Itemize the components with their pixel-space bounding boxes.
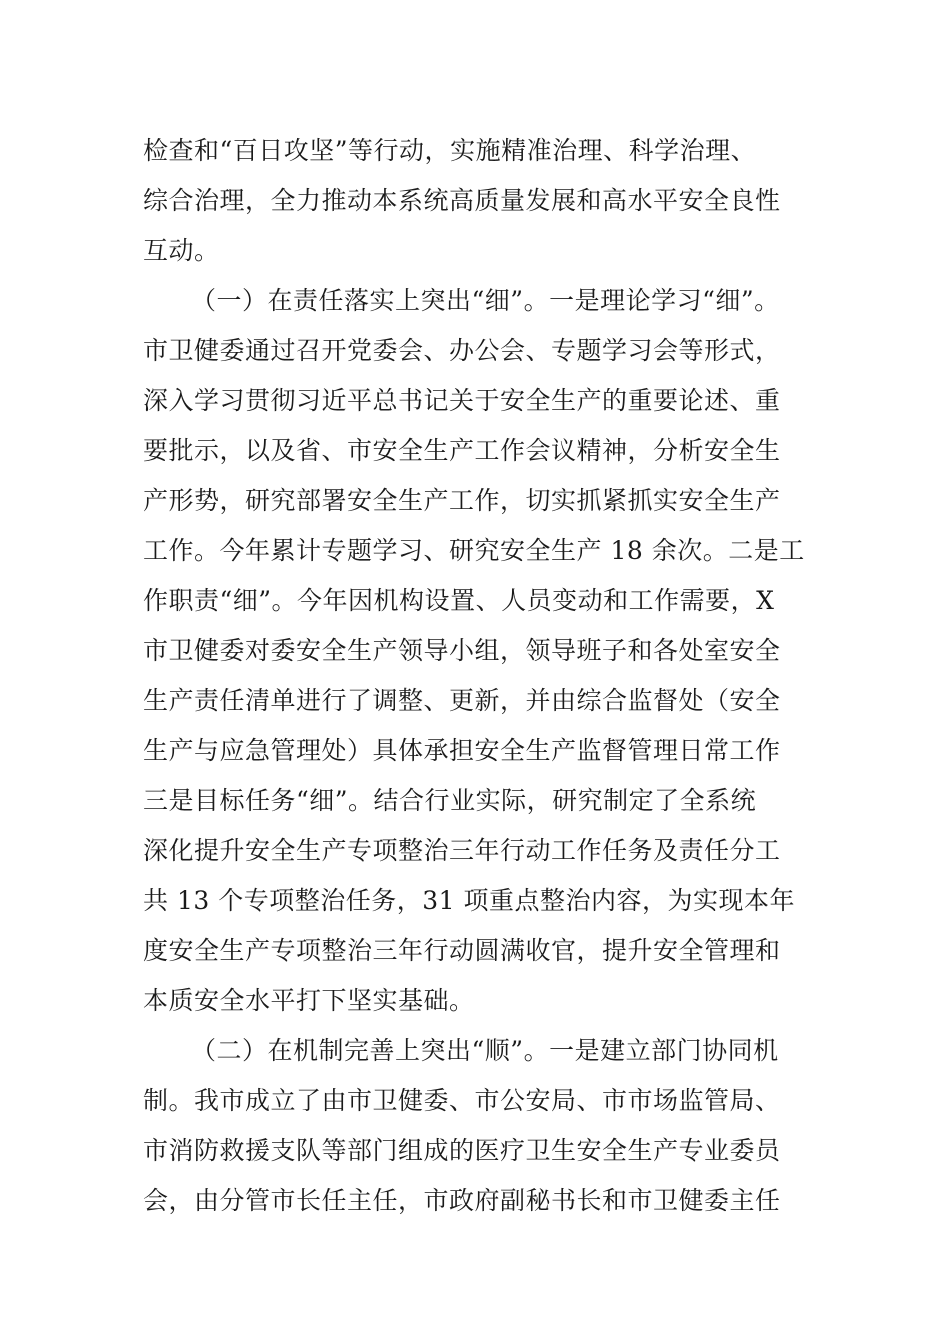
text-line: 市卫健委通过召开党委会、办公会、专题学习会等形式， bbox=[143, 336, 781, 365]
text-line: 作职责“细”。今年因机构设置、人员变动和工作需要，X bbox=[143, 586, 775, 615]
paragraph-heading-1: （一）在责任落实上突出“细”。一是理论学习“细”。 bbox=[191, 286, 780, 315]
text-line: 市卫健委对委安全生产领导小组，领导班子和各处室安全 bbox=[143, 636, 781, 665]
text-line: 综合治理，全力推动本系统高质量发展和高水平安全良性 bbox=[143, 186, 781, 215]
text-line: 要批示，以及省、市安全生产工作会议精神，分析安全生 bbox=[143, 436, 781, 465]
text-line: 度安全生产专项整治三年行动圆满收官，提升安全管理和 bbox=[143, 936, 781, 965]
text-line: 深化提升安全生产专项整治三年行动工作任务及责任分工 bbox=[143, 836, 781, 865]
text-line: 工作。今年累计专题学习、研究安全生产 18 余次。二是工 bbox=[143, 536, 805, 565]
text-line: 检查和“百日攻坚”等行动，实施精准治理、科学治理、 bbox=[143, 136, 757, 165]
text-line: 生产与应急管理处）具体承担安全生产监督管理日常工作 bbox=[143, 736, 781, 765]
text-line: 市消防救援支队等部门组成的医疗卫生安全生产专业委员 bbox=[143, 1136, 781, 1165]
text-line: 共 13 个专项整治任务，31 项重点整治内容，为实现本年 bbox=[143, 886, 795, 915]
text-line: 本质安全水平打下坚实基础。 bbox=[143, 986, 475, 1015]
text-line: 深入学习贯彻习近平总书记关于安全生产的重要论述、重 bbox=[143, 386, 781, 415]
text-line: 产形势，研究部署安全生产工作，切实抓紧抓实安全生产 bbox=[143, 486, 781, 515]
text-line: 互动。 bbox=[143, 236, 220, 265]
text-line: 三是目标任务“细”。结合行业实际，研究制定了全系统 bbox=[143, 786, 757, 815]
paragraph-heading-2: （二）在机制完善上突出“顺”。一是建立部门协同机 bbox=[191, 1036, 779, 1065]
text-line: 制。我市成立了由市卫健委、市公安局、市市场监管局、 bbox=[143, 1086, 781, 1115]
text-line: 生产责任清单进行了调整、更新，并由综合监督处（安全 bbox=[143, 686, 781, 715]
text-line: 会，由分管市长任主任，市政府副秘书长和市卫健委主任 bbox=[143, 1186, 781, 1215]
